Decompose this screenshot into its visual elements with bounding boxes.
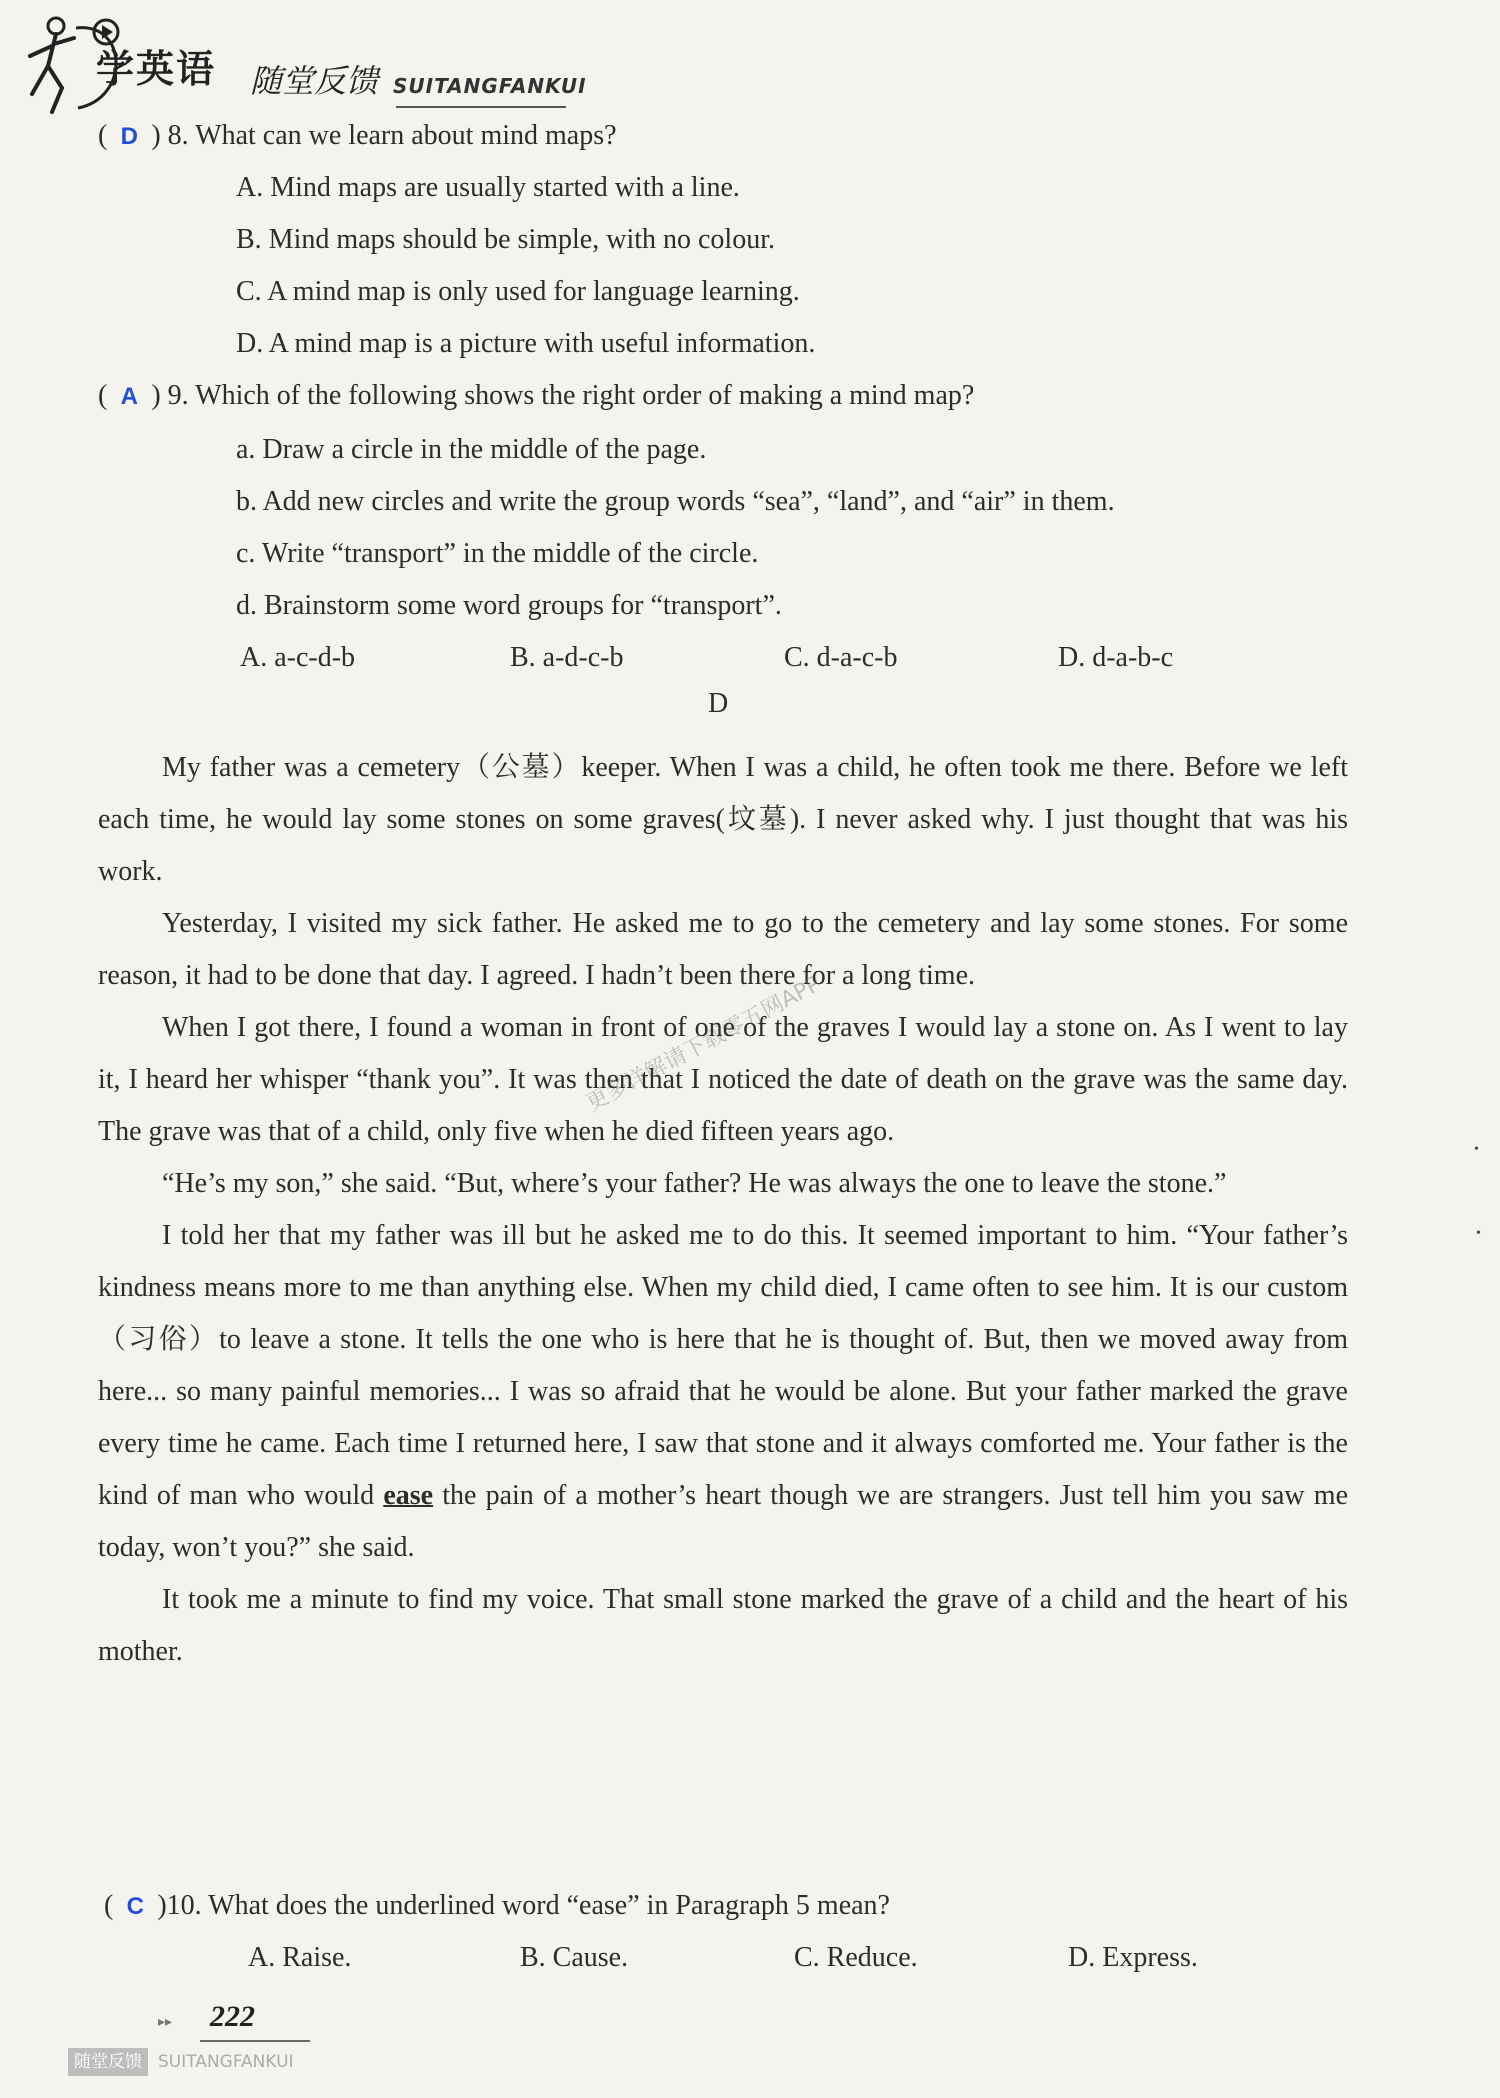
paragraph-5-part-1: I told her that my father was ill but he asked me to do this. It seemed important to him. “Your father’s kindness means more to me than anything else. When my child died, I came often to see him. It is our custom（习俗）to leave a stone. It tells the one who is here that he is thought of. But, then we moved away from here... so many painful memories... I was so afraid that he would be alone. But your father marked the grave every time he came. Each time I returned here, I saw that stone and it always comforted me. Your father is the kind of man who would bbox=[98, 1220, 1348, 1511]
footer-divider bbox=[200, 2040, 310, 2042]
brand-subtitle: 随堂反馈 bbox=[250, 62, 379, 100]
q8-option-d: D. A mind map is a picture with useful information. bbox=[236, 328, 816, 359]
answer-close-paren: ) bbox=[151, 380, 161, 411]
paragraph-3: When I got there, I found a woman in front of one of the graves I would lay a stone on. As I went to lay it, I heard her whisper “thank you”. It was then that I noticed the date of death on the grave was the same day. The grave was that of a child, only five when he died fifteen years ago. bbox=[98, 1012, 1348, 1147]
paragraph-1: My father was a cemetery（公墓）keeper. When I was a child, he often took me there. Before we left each time, he would lay some stones on some graves(坟墓). I never asked why. I just thought that was his work. bbox=[98, 752, 1348, 887]
answer-close-paren: ) bbox=[157, 1890, 167, 1921]
q9-step-c: c. Write “transport” in the middle of the circle. bbox=[236, 538, 759, 569]
answer-open-paren: ( bbox=[98, 380, 108, 411]
paragraph-5 bbox=[98, 1210, 1348, 1574]
question-text: 9. Which of the following shows the right order of making a mind map? bbox=[167, 380, 975, 411]
q9-step-d: d. Brainstorm some word groups for “transport”. bbox=[236, 590, 782, 621]
answer-q8: D bbox=[120, 123, 138, 150]
answer-q9: A bbox=[120, 383, 138, 410]
q8-option-c: C. A mind map is only used for language learning. bbox=[236, 276, 800, 307]
header-divider bbox=[396, 106, 566, 108]
brand-title: 学英语 bbox=[96, 47, 217, 91]
answer-open-paren: ( bbox=[98, 120, 108, 151]
page-arrow-icon: ▸▸ bbox=[158, 2014, 173, 2030]
page-number: 222 bbox=[210, 2000, 255, 2033]
answer-q10: C bbox=[126, 1893, 144, 1920]
paragraph-5-part-2: the pain of a mother’s heart though we are strangers. Just tell him you saw me today, won’t you?” she said. bbox=[98, 1480, 1349, 1563]
answer-close-paren: ) bbox=[151, 120, 161, 151]
reading-passage bbox=[98, 742, 1348, 1678]
margin-mark: • bbox=[1476, 1226, 1481, 1241]
paragraph-4: “He’s my son,” she said. “But, where’s your father? He was always the one to leave the stone.” bbox=[162, 1168, 1227, 1199]
underlined-word-ease: ease bbox=[383, 1480, 434, 1511]
question-text: 8. What can we learn about mind maps? bbox=[167, 120, 617, 151]
q9-step-a: a. Draw a circle in the middle of the page. bbox=[236, 434, 707, 465]
q10-option-a: A. Raise. bbox=[248, 1942, 352, 1973]
q10-option-b: B. Cause. bbox=[520, 1942, 629, 1973]
q9-step-b: b. Add new circles and write the group words “sea”, “land”, and “air” in them. bbox=[236, 486, 1115, 517]
paragraph-2: Yesterday, I visited my sick father. He asked me to go to the cemetery and lay some stones. For some reason, it had to be done that day. I agreed. I hadn’t been there for a long time. bbox=[98, 908, 1348, 991]
q9-option-a: A. a-c-d-b bbox=[240, 642, 356, 673]
question-10 bbox=[104, 1890, 890, 1922]
q8-option-b: B. Mind maps should be simple, with no colour. bbox=[236, 224, 775, 255]
q9-option-d: D. d-a-b-c bbox=[1058, 642, 1174, 673]
brand-pinyin: SUITANGFANKUI bbox=[393, 74, 587, 98]
margin-mark: • bbox=[1474, 1142, 1479, 1157]
footer bbox=[60, 2000, 320, 2090]
header bbox=[18, 8, 587, 118]
answer-open-paren: ( bbox=[104, 1890, 114, 1921]
question-text: 10. What does the underlined word “ease” in Paragraph 5 mean? bbox=[166, 1890, 890, 1921]
q9-option-c: C. d-a-c-b bbox=[784, 642, 898, 673]
footer-pinyin: SUITANGFANKUI bbox=[158, 2052, 294, 2072]
q8-option-a: A. Mind maps are usually started with a line. bbox=[236, 172, 740, 203]
question-9 bbox=[98, 380, 974, 412]
question-8 bbox=[98, 120, 617, 152]
watermark: 更多详解请下载零五网APP bbox=[582, 971, 826, 1117]
footer-badge: 随堂反馈 bbox=[68, 2048, 148, 2076]
q9-option-b: B. a-d-c-b bbox=[510, 642, 624, 673]
paragraph-6: It took me a minute to find my voice. That small stone marked the grave of a child and the heart of his mother. bbox=[98, 1584, 1348, 1667]
q10-option-d: D. Express. bbox=[1068, 1942, 1198, 1973]
q10-option-c: C. Reduce. bbox=[794, 1942, 918, 1973]
section-label: D bbox=[708, 688, 729, 719]
